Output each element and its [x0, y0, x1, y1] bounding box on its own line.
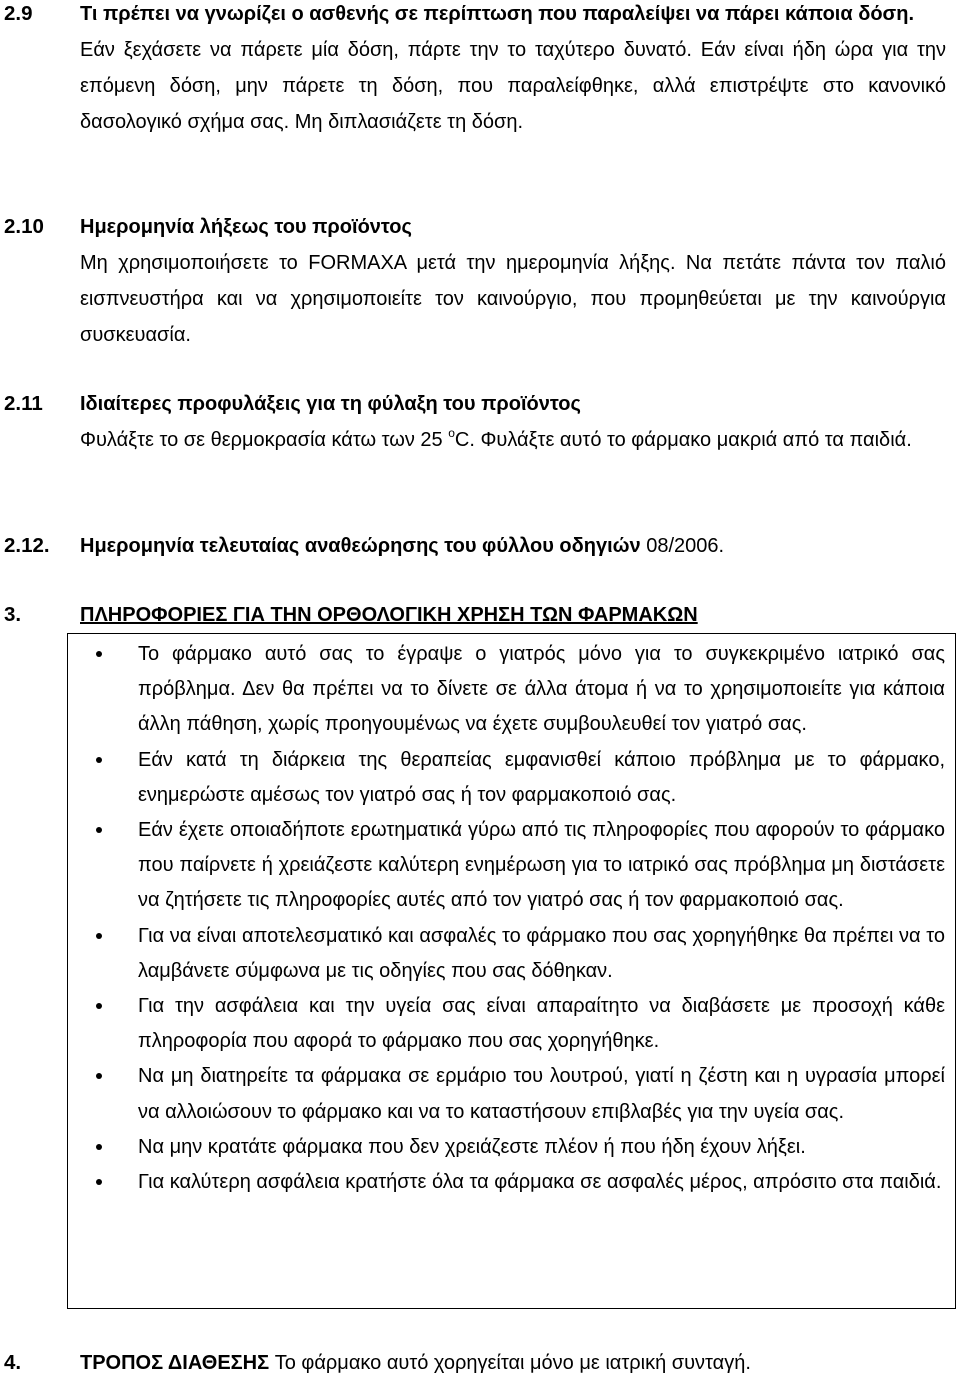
list-item: [108, 919, 945, 989]
storage-text-a: Φυλάξτε το σε θερμοκρασία κάτω των 25: [80, 429, 449, 451]
storage-text-b: C. Φυλάξτε αυτό το φάρμακο μακριά από τα παιδιά.: [454, 429, 912, 451]
list-item-text: Για να είναι αποτελεσματικό και ασφαλές το φάρμακο που σας χορηγήθηκε θα πρέπει να το λαμβάνετε σύμφωνα με τις οδηγίες που σας δόθηκαν.: [138, 924, 945, 982]
bullet-icon: [96, 1144, 102, 1150]
section-heading: [80, 1345, 946, 1381]
info-box: [67, 633, 956, 1309]
section-text: [80, 422, 946, 458]
list-item: [108, 1165, 945, 1200]
list-item-text: Για την ασφάλεια και την υγεία σας είναι απαραίτητο να διαβάσετε με προσοχή κάθε πληροφορία που αφορά το φάρμακο που σας χορηγήθηκε.: [138, 995, 945, 1053]
bullet-icon: [96, 1179, 102, 1185]
section-number: 2.11: [4, 392, 43, 415]
heading-text: ΤΡΟΠΟΣ ΔΙΑΘΕΣΗΣ: [80, 1352, 270, 1374]
section-text: Μη χρησιμοποιήσετε το FORMAXA μετά την ημερομηνία λήξης. Να πετάτε πάντα τον παλιό εισπνευστήρα και να χρησιμοποιείτε τον καινούργιο, που προμηθεύεται με την καινούργια συσκευασία.: [80, 252, 946, 346]
list-item: [108, 1130, 945, 1165]
heading-text: Ημερομηνία τελευταίας αναθεώρησης του φύλλου οδηγιών: [80, 535, 641, 557]
degree-symbol: o: [448, 426, 455, 440]
bullet-icon: [96, 1003, 102, 1009]
section-number: 3.: [4, 603, 22, 626]
bullet-icon: [96, 651, 102, 657]
section-heading: [80, 528, 946, 564]
section-number: 2.10: [4, 215, 44, 238]
list-item-text: Για καλύτερη ασφάλεια κρατήστε όλα τα φάρμακα σε ασφαλές μέρος, απρόσιτο στα παιδιά.: [138, 1171, 942, 1194]
list-item-text: Το φάρμακο αυτό σας το έγραψε ο γιατρός μόνο για το συγκεκριμένο ιατρικό σας πρόβλημα. Δεν θα πρέπει να το δίνετε σε άλλα άτομα ή να το χρησιμοποιείτε για κάποια άλλη πάθηση, χωρίς προηγουμένως να έχετε συμβουλευθεί τον γιατρό σας.: [138, 643, 945, 736]
bullet-icon: [96, 757, 102, 763]
section-heading: Τι πρέπει να γνωρίζει ο ασθενής σε περίπτωση που παραλείψει να πάρει κάποια δόση.: [80, 3, 915, 25]
list-item-text: Εάν έχετε οποιαδήποτε ερωτηματικά γύρω από τις πληροφορίες που αφορούν το φάρμακο που παίρνετε ή χρειάζεστε καλύτερη ενημέρωση για το ιατρικό σας πρόβλημα μη διστάσετε να ζητήσετε τις πληροφορίες αυτές από τον γιατρό σας ή τον φαρμακοποιό σας.: [138, 819, 945, 912]
section-text: Εάν ξεχάσετε να πάρετε μία δόση, πάρτε την το ταχύτερο δυνατό. Εάν είναι ήδη ώρα για την επόμενη δόση, μην πάρετε τη δόση, που παραλείφθηκε, αλλά επιστρέψτε στο κανονικό δασολογικό σχήμα σας. Μη διπλασιάζετε τη δόση.: [80, 39, 946, 133]
list-item-text: Να μη διατηρείτε τα φάρμακα σε ερμάριο του λουτρού, γιατί η ζέστη και η υγρασία μπορεί να αλλοιώσουν το φάρμακο και να το καταστήσουν επιβλαβές για την υγεία σας.: [138, 1065, 945, 1123]
section-heading: Ιδιαίτερες προφυλάξεις για τη φύλαξη του προϊόντος: [80, 393, 581, 415]
bullet-icon: [96, 1073, 102, 1079]
section-heading: Ημερομηνία λήξεως του προϊόντος: [80, 216, 412, 238]
list-item: [108, 813, 945, 919]
section-number: 2.9: [4, 2, 33, 25]
bullet-icon: [96, 933, 102, 939]
section-number: 4.: [4, 1351, 22, 1374]
section-text: Το φάρμακο αυτό χορηγείται μόνο με ιατρική συνταγή.: [274, 1352, 751, 1374]
list-item: [108, 637, 945, 743]
list-item: [108, 1059, 945, 1129]
list-item: [108, 989, 945, 1059]
revision-date: 08/2006.: [646, 535, 725, 557]
bullet-icon: [96, 827, 102, 833]
bullet-list: [108, 637, 945, 1200]
section-number: 2.12.: [4, 534, 50, 557]
list-item: [108, 743, 945, 813]
section-heading: ΠΛΗΡΟΦΟΡΙΕΣ ΓΙΑ ΤΗΝ ΟΡΘΟΛΟΓΙΚΗ ΧΡΗΣΗ ΤΩΝ ΦΑΡΜΑΚΩΝ: [80, 604, 698, 626]
list-item-text: Να μην κρατάτε φάρμακα που δεν χρειάζεστε πλέον ή που ήδη έχουν λήξει.: [138, 1135, 806, 1158]
list-item-text: Εάν κατά τη διάρκεια της θεραπείας εμφανισθεί κάποιο πρόβλημα με το φάρμακο, ενημερώστε αμέσως τον γιατρό σας ή τον φαρμακοποιό σας.: [138, 748, 945, 806]
